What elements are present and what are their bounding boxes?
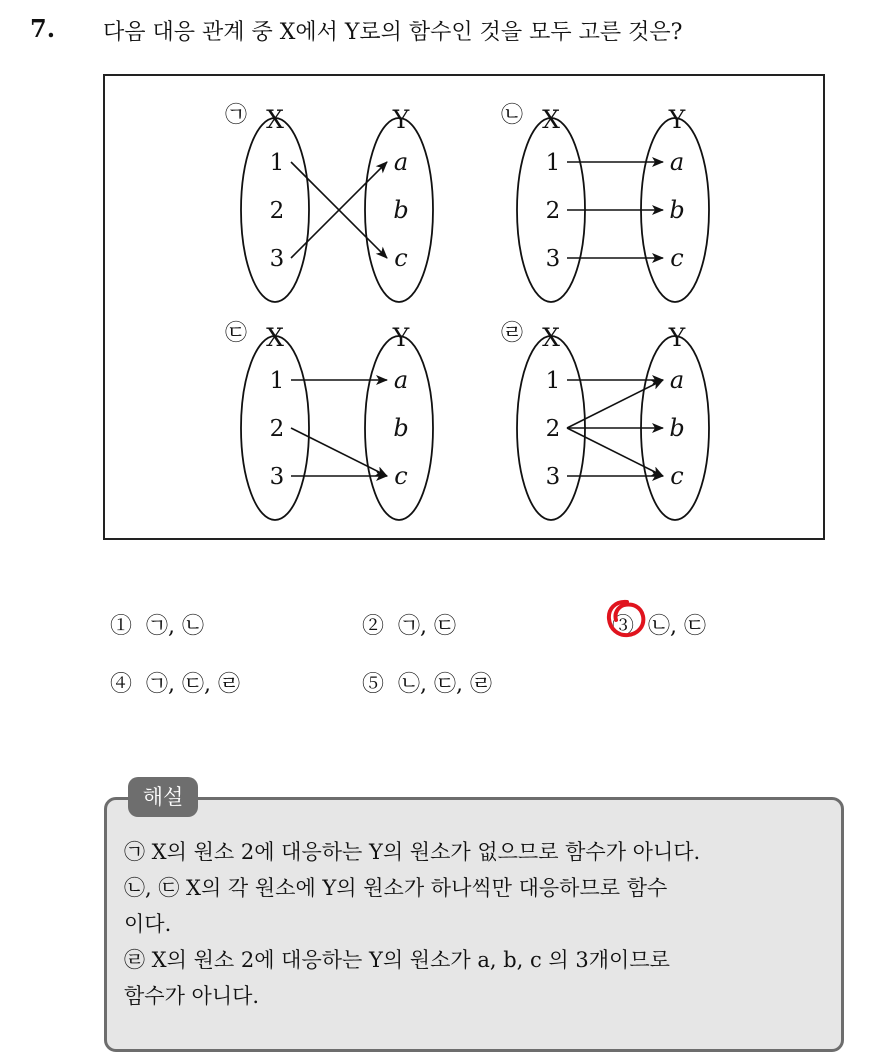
choice-1[interactable]: [110, 609, 204, 640]
diagram-2-domain-3: 3: [545, 246, 561, 272]
explanation-line-5: 함수가 아니다.: [124, 984, 260, 1008]
mapping-diagrams-figure: [103, 74, 825, 540]
choice-5-number: ⑤: [362, 672, 385, 697]
diagram-4-domain-1: 1: [545, 368, 561, 394]
diagram-2-codomain-c: c: [670, 244, 684, 272]
diagram-4-codomain-b: b: [669, 414, 685, 442]
explanation-tab: 해설: [128, 777, 198, 817]
choice-4-number: ④: [110, 672, 133, 697]
choice-2[interactable]: [362, 609, 456, 640]
diagram-2-domain-2: 2: [545, 198, 561, 224]
choice-1-number: ①: [110, 614, 133, 639]
choice-4[interactable]: [110, 667, 240, 698]
diagram-4-marker: ㉣: [500, 321, 524, 346]
choice-1-text: ㉠, ㉡: [146, 614, 205, 639]
diagram-1-domain-3: 3: [269, 246, 285, 272]
diagram-1-marker: ㉠: [224, 103, 248, 128]
diagram-2-codomain-a: a: [669, 148, 685, 176]
choice-2-text: ㉠, ㉢: [398, 614, 457, 639]
diagram-1-domain-label: X: [266, 105, 284, 134]
diagram-1-codomain-c: c: [394, 244, 408, 272]
choice-3-number: ③: [612, 614, 635, 639]
diagram-4-domain-3: 3: [545, 464, 561, 490]
choice-5-text: ㉡, ㉢, ㉣: [398, 672, 492, 697]
diagram-1-codomain-a: a: [393, 148, 409, 176]
diagram-3-domain-label: X: [266, 323, 284, 352]
diagram-3-codomain-a: a: [393, 366, 409, 394]
explanation-text: [124, 834, 836, 1014]
diagram-2-domain-1: 1: [545, 150, 561, 176]
diagram-4-codomain-label: Y: [668, 323, 686, 352]
explanation-line-1: ㉠ X의 원소 2에 대응하는 Y의 원소가 없으므로 함수가 아니다.: [124, 840, 701, 864]
diagram-3-domain-1: 1: [269, 368, 285, 394]
question-number: 7.: [30, 14, 56, 43]
diagram-1-domain-1: 1: [269, 150, 285, 176]
diagram-2-codomain-label: Y: [668, 105, 686, 134]
explanation-line-4: ㉣ X의 원소 2에 대응하는 Y의 원소가 a, b, c 의 3개이므로: [124, 948, 670, 972]
choice-3-text: ㉡, ㉢: [648, 614, 707, 639]
answer-circle-mark: [604, 598, 650, 640]
diagram-2-marker: ㉡: [500, 103, 524, 128]
diagram-2-domain-label: X: [542, 105, 560, 134]
diagram-4-codomain-a: a: [669, 366, 685, 394]
diagram-3-domain-3: 3: [269, 464, 285, 490]
diagram-4-domain-2: 2: [545, 416, 561, 442]
question-text: 다음 대응 관계 중 X에서 Y로의 함수인 것을 모두 고른 것은?: [103, 20, 683, 45]
diagram-3-codomain-c: c: [394, 462, 408, 490]
choice-2-number: ②: [362, 614, 385, 639]
choice-5[interactable]: [362, 667, 492, 698]
diagram-2-codomain-b: b: [669, 196, 685, 224]
diagram-3-domain-2: 2: [269, 416, 285, 442]
diagram-3-marker: ㉢: [224, 321, 248, 346]
explanation-line-2: ㉡, ㉢ X의 각 원소에 Y의 원소가 하나씩만 대응하므로 함수: [124, 876, 668, 900]
diagram-4-domain-label: X: [542, 323, 560, 352]
diagram-3-codomain-label: Y: [392, 323, 410, 352]
diagram-4-codomain-c: c: [670, 462, 684, 490]
diagram-3-codomain-b: b: [393, 414, 409, 442]
diagram-1-codomain-b: b: [393, 196, 409, 224]
choice-4-text: ㉠, ㉢, ㉣: [146, 672, 240, 697]
diagram-1-domain-2: 2: [269, 198, 285, 224]
mapping-diagrams-svg: [105, 76, 823, 538]
diagram-1-codomain-label: Y: [392, 105, 410, 134]
explanation-line-3: 이다.: [124, 912, 172, 936]
